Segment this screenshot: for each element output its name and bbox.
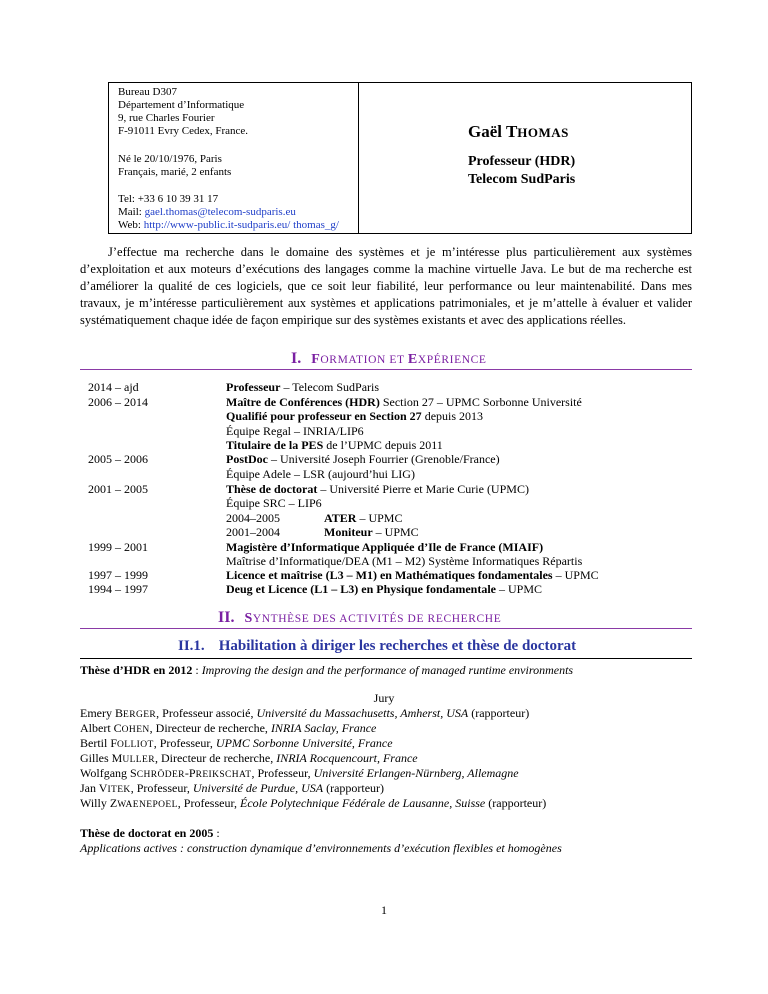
surname-rest: ITEK	[107, 785, 131, 795]
formation-entry: Équipe Adele – LSR (aujourd’hui LIG)	[226, 467, 415, 481]
entry-detail: – UPMC	[372, 525, 419, 539]
website-link[interactable]: http://www-public.it-sudparis.eu/ thomas_g/	[143, 219, 339, 231]
entry-detail: Section 27 – UPMC Sorbonne Université	[379, 395, 582, 409]
year-range: 2005 – 2006	[88, 452, 148, 466]
surname-initial: -P	[184, 766, 196, 780]
formation-entry: Équipe SRC – LIP6	[226, 496, 322, 510]
member-institution: Université du Massachusetts, Amherst, USA	[256, 706, 469, 720]
hdr-thesis	[80, 663, 573, 678]
personal-info	[118, 153, 231, 179]
person-name	[468, 122, 569, 142]
jury-member	[80, 721, 376, 736]
institution: Telecom SudParis	[468, 172, 576, 187]
year-range: 1997 – 1999	[88, 568, 148, 582]
page-number: 1	[381, 903, 387, 917]
formation-entry: Équipe Regal – INRIA/LIP6	[226, 424, 364, 438]
jury-heading: Jury	[373, 691, 395, 705]
first-name: Willy	[80, 796, 110, 810]
surname-rest: CHRÖDER	[136, 770, 185, 780]
entry-title: Thèse de doctorat	[226, 482, 318, 496]
entry-detail: – Telecom SudParis	[280, 380, 380, 394]
entry-title: Moniteur	[324, 525, 373, 539]
year-range: 2001 – 2005	[88, 482, 148, 496]
hdr-title: Improving the design and the performance of managed runtime environments	[201, 663, 574, 677]
jury-member	[80, 766, 519, 781]
first-name: Bertil	[80, 736, 111, 750]
position	[468, 153, 575, 189]
intro-paragraph: J’effectue ma recherche dans le domaine des systèmes et je m’intéresse plus particulièrement aux systèmes d’exploitation et aux moteurs d’exécutions des langages comme la machine virtuelle Java. Le but de ma recherche est d’améliorer la qualité de ces logiciels, que ce soit leur fiabilité, leur performance ou leur maintenabilité. Dans mes travaux, je m’intéresse particulièrement aux systèmes et applications patrimoniales, et je m’attelle à évaluer et valider systématiquement chaque idée de façon empirique sur des systèmes existants et avec des applications réelles.	[80, 245, 692, 327]
member-institution: École Polytechnique Fédérale de Lausanne, Suisse	[239, 796, 486, 810]
email-link[interactable]: gael.thomas@telecom-sudparis.eu	[144, 206, 296, 218]
first-name: Wolfgang	[80, 766, 131, 780]
entry-title: PostDoc	[226, 452, 268, 466]
member-institution: Université de Purdue, USA	[192, 781, 324, 795]
member-note: (rapporteur)	[323, 781, 385, 795]
sub-year-range: 2001–2004	[226, 525, 280, 539]
year-range: 2014 – ajd	[88, 380, 139, 394]
separator: :	[213, 826, 220, 840]
subsection-title: Habilitation à diriger les recherches et thèse de doctorat	[218, 638, 577, 654]
surname-initial: S	[130, 766, 137, 780]
section-title	[311, 354, 486, 366]
subsection-rule	[80, 658, 692, 659]
member-note: (rapporteur)	[468, 706, 530, 720]
member-institution: INRIA Rocquencourt, France	[276, 751, 418, 765]
entry-detail: – Université Joseph Fourrier (Grenoble/France)	[268, 452, 500, 466]
surname-rest: ERGER	[123, 710, 157, 720]
entry-title: Titulaire de la PES	[226, 438, 324, 452]
address-line: Bureau D307	[118, 86, 177, 98]
first-name: Jan	[80, 781, 99, 795]
section-heading-research	[218, 609, 501, 627]
mail-label: Mail:	[118, 206, 145, 218]
entry-title: Magistère d’Informatique Appliquée d’Ile de France (MIAIF)	[226, 540, 544, 554]
surname-rest: WAENEPOEL	[117, 800, 178, 810]
first-name: Emery	[80, 706, 115, 720]
section-heading-formation	[291, 350, 487, 368]
mail-line	[118, 206, 339, 219]
member-institution: INRIA Saclay, France	[270, 721, 377, 735]
surname-rest: REIKSCHAT	[195, 770, 252, 780]
entry-detail: de l’UPMC depuis 2011	[323, 438, 443, 452]
phd-label: Thèse de doctorat en 2005	[80, 826, 214, 840]
section-number: I.	[291, 350, 302, 367]
entry-title: Maître de Conférences (HDR)	[226, 395, 380, 409]
title-part: YNTHÈSE DES ACTIVITÉS DE RECHERCHE	[252, 613, 502, 625]
section-rule	[80, 628, 692, 629]
member-role: , Professeur,	[130, 781, 193, 795]
member-role: , Professeur associé,	[156, 706, 257, 720]
last-name-rest: HOMAS	[517, 125, 569, 140]
title-part: XPÉRIENCE	[417, 354, 487, 366]
surname-initial: V	[98, 781, 108, 795]
formation-entry	[226, 438, 443, 453]
title-part: ORMATION ET	[320, 354, 408, 366]
section-rule	[80, 369, 692, 370]
surname-initial: M	[111, 751, 123, 765]
title-initial: S	[244, 611, 253, 626]
postal-address	[118, 86, 248, 138]
sub-entry	[324, 511, 402, 526]
formation-entry	[226, 482, 529, 497]
subsection-heading	[178, 638, 576, 655]
hdr-label: Thèse d’HDR en 2012	[80, 663, 193, 677]
sub-year-range: 2004–2005	[226, 511, 280, 525]
phd-thesis-title	[80, 841, 562, 856]
birth-line: Né le 20/10/1976, Paris	[118, 153, 222, 165]
title-initial: F	[311, 352, 321, 367]
surname-rest: OHEN	[121, 725, 150, 735]
surname-initial: B	[115, 706, 124, 720]
formation-entry	[226, 395, 582, 410]
surname-rest: OLLIOT	[117, 740, 154, 750]
member-role: , Professeur,	[251, 766, 314, 780]
formation-entry	[226, 409, 483, 424]
address-line: 9, rue Charles Fourier	[118, 112, 215, 124]
header-divider	[358, 82, 359, 234]
web-line	[118, 219, 339, 232]
address-line: Département d’Informatique	[118, 99, 245, 111]
surname-initial: C	[113, 721, 122, 735]
member-role: , Professeur,	[153, 736, 216, 750]
formation-entry	[226, 380, 379, 395]
family-line: Français, marié, 2 enfants	[118, 166, 232, 178]
separator: :	[192, 663, 202, 677]
formation-entry	[226, 540, 543, 555]
entry-detail: – UPMC	[495, 582, 542, 596]
entry-detail: – UPMC	[552, 568, 599, 582]
sub-entry	[324, 525, 419, 540]
first-name: Gilles	[80, 751, 112, 765]
job-title: Professeur (HDR)	[468, 154, 576, 169]
web-label: Web:	[118, 219, 144, 231]
entry-title: Deug et Licence (L1 – L3) en Physique fondamentale	[226, 582, 496, 596]
surname-initial: F	[110, 736, 118, 750]
member-role: , Directeur de recherche,	[154, 751, 277, 765]
subsection-number: II.1.	[178, 638, 205, 654]
member-institution: Université Erlangen-Nürnberg, Allemagne	[313, 766, 519, 780]
entry-title: Professeur	[226, 380, 281, 394]
entry-title: ATER	[324, 511, 357, 525]
phone: Tel: +33 6 10 39 31 17	[118, 193, 219, 205]
formation-entry	[226, 582, 542, 597]
year-range: 1999 – 2001	[88, 540, 148, 554]
jury-member	[80, 736, 393, 751]
phd-title: Applications actives : construction dynamique d’environnements d’exécution flexibles et homogènes	[80, 841, 562, 855]
entry-title: Licence et maîtrise (L3 – M1) en Mathématiques fondamentales	[226, 568, 553, 582]
jury-member	[80, 781, 384, 796]
member-role: , Professeur,	[177, 796, 240, 810]
surname-initial: Z	[109, 796, 118, 810]
entry-detail: – Université Pierre et Marie Curie (UPMC)	[317, 482, 529, 496]
contact-info	[118, 193, 339, 232]
entry-detail: depuis 2013	[421, 409, 484, 423]
jury-member	[80, 751, 418, 766]
entry-title: Qualifié pour professeur en Section 27	[226, 409, 422, 423]
first-name: Albert	[80, 721, 114, 735]
last-name-initial: T	[505, 122, 518, 141]
formation-entry: Maîtrise d’Informatique/DEA (M1 – M2) Système Informatiques Répartis	[226, 554, 583, 568]
address-line: F-91011 Evry Cedex, France.	[118, 125, 249, 137]
section-title	[244, 613, 501, 625]
first-name: Gaël	[468, 122, 506, 141]
member-note: (rapporteur)	[485, 796, 547, 810]
formation-entry	[226, 452, 500, 467]
surname-rest: ULLER	[122, 755, 155, 765]
member-institution: UPMC Sorbonne Université, France	[215, 736, 393, 750]
formation-entry	[226, 568, 599, 583]
section-number: II.	[218, 609, 235, 626]
title-initial: E	[407, 352, 418, 367]
jury-member	[80, 706, 529, 721]
phd-thesis-label	[80, 826, 220, 841]
member-role: , Directeur de recherche,	[149, 721, 271, 735]
year-range: 1994 – 1997	[88, 582, 148, 596]
year-range: 2006 – 2014	[88, 395, 148, 409]
jury-member	[80, 796, 546, 811]
entry-detail: – UPMC	[356, 511, 403, 525]
